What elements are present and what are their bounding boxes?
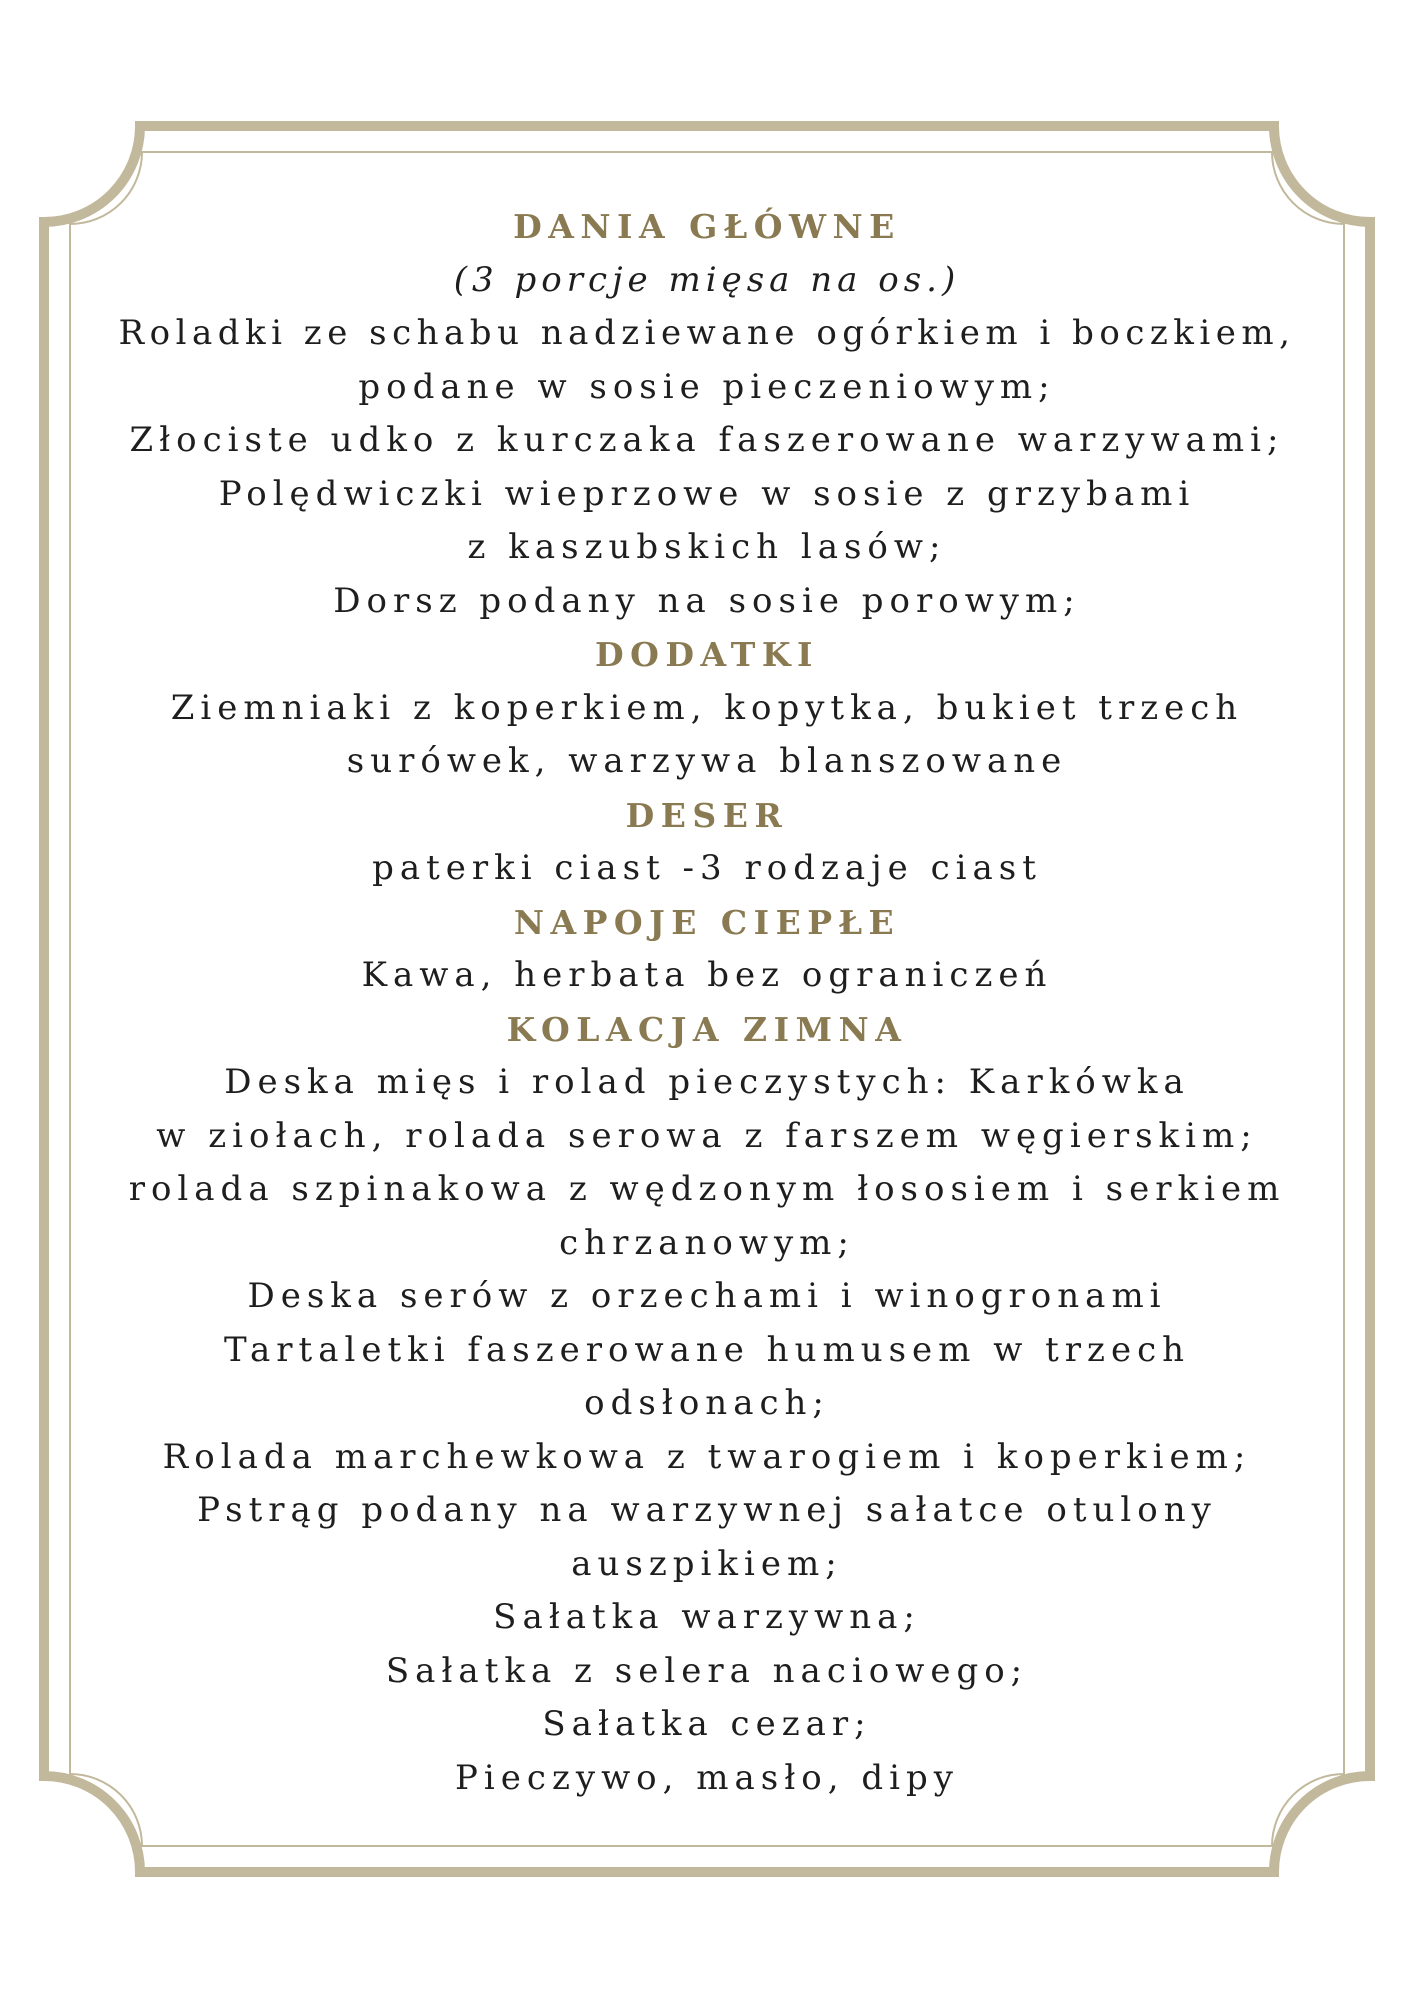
menu-item-line: Pieczywo, masło, dipy xyxy=(455,1757,959,1798)
menu-item-line: Sałatka cezar; xyxy=(542,1704,872,1744)
menu-item-line: podane w sosie pieczeniowym; xyxy=(358,366,1056,407)
section-heading: DESER xyxy=(625,795,789,835)
section-heading: KOLACJA ZIMNA xyxy=(506,1009,908,1049)
menu-item-line: paterki ciast -3 rodzaje ciast xyxy=(372,848,1042,888)
menu-item-line: Pstrąg podany na warzywnej sałatce otulony xyxy=(197,1490,1217,1530)
menu-item-line: Deska mięs i rolad pieczystych: Karkówka xyxy=(224,1062,1190,1102)
menu-item-line: Tartaletki faszerowane humusem w trzech xyxy=(223,1329,1191,1370)
menu-item-line: Deska serów z orzechami i winogronami xyxy=(247,1276,1167,1316)
menu-item-line: rolada szpinakowa z wędzonym łososiem i serkiem xyxy=(128,1169,1286,1209)
menu-item-line: Sałatka z selera naciowego; xyxy=(385,1650,1029,1691)
menu-item-line: auszpikiem; xyxy=(571,1543,843,1584)
menu-item-line: z kaszubskich lasów; xyxy=(467,527,947,567)
menu-item-line: w ziołach, rolada serowa z farszem węgierskim; xyxy=(156,1115,1258,1156)
section-heading: DODATKI xyxy=(595,635,819,674)
menu-item-line: Złociste udko z kurczaka faszerowane warzywami; xyxy=(129,420,1285,460)
section-subtitle: (3 porcje mięsa na os.) xyxy=(453,259,961,300)
section-heading: DANIA GŁÓWNE xyxy=(513,207,901,246)
menu-content xyxy=(110,200,1304,1805)
menu-item-line: Ziemniaki z koperkiem, kopytka, bukiet trzech xyxy=(170,687,1244,728)
menu-item-line: Sałatka warzywna; xyxy=(493,1597,921,1637)
menu-item-line: chrzanowym; xyxy=(559,1222,855,1263)
menu-item-line: Kawa, herbata bez ograniczeń xyxy=(361,955,1053,995)
menu-item-line: Rolada marchewkowa z twarogiem i koperkiem; xyxy=(162,1436,1252,1477)
menu-item-line: odsłonach; xyxy=(584,1383,830,1423)
menu-item-line: Polędwiczki wieprzowe w sosie z grzybami xyxy=(218,473,1196,514)
menu-item-line: surówek, warzywa blanszowane xyxy=(346,741,1068,781)
menu-item-line: Roladki ze schabu nadziewane ogórkiem i boczkiem, xyxy=(118,313,1296,353)
menu-item-line: Dorsz podany na sosie porowym; xyxy=(333,580,1081,621)
section-heading: NAPOJE CIEPŁE xyxy=(513,902,901,942)
